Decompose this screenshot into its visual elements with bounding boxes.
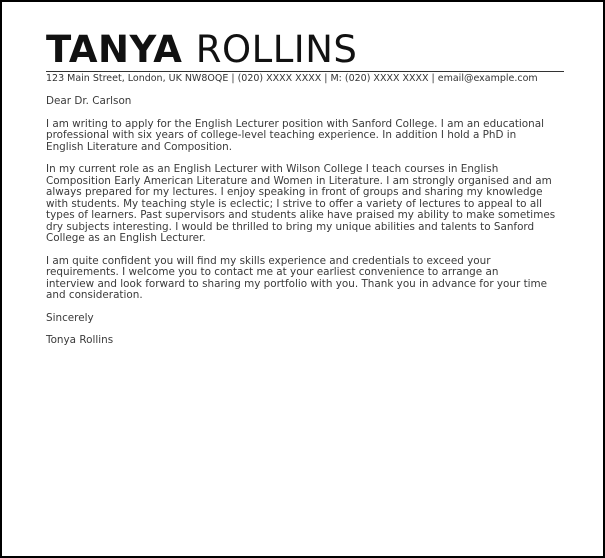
paragraph-line: with students. My teaching style is eclectic; I strive to offer a variety of lectures to appeal to all [46, 197, 542, 210]
paragraph-2 [46, 164, 576, 245]
paragraph-line: always prepared for my lectures. I enjoy speaking in front of groups and sharing my knowledge [46, 186, 543, 198]
first-name: TANYA [46, 28, 183, 71]
paragraph-line: and consideration. [46, 289, 143, 301]
paragraph-line: requirements. I welcome you to contact me at your earliest convenience to arrange an [46, 266, 499, 278]
salutation: Dear Dr. Carlson [46, 95, 132, 107]
paragraph-line: I am quite confident you will find my skills experience and credentials to exceed your [46, 254, 491, 267]
paragraph-line: Composition Early American Literature and Women in Literature. I am strongly organised and am [46, 174, 552, 187]
signature: Tonya Rollins [46, 334, 114, 346]
paragraph-line: interview and look forward to sharing my portfolio with you. Thank you in advance for your time [46, 277, 548, 290]
paragraph-line: In my current role as an English Lecturer with Wilson College I teach courses in English [46, 163, 499, 175]
closing: Sincerely [46, 311, 94, 324]
paragraph-1 [46, 119, 576, 154]
paragraph-3 [46, 256, 576, 302]
header-rule [46, 71, 564, 72]
paragraph-line: College as an English Lecturer. [46, 232, 206, 244]
paragraph-line: dry subjects interesting. I would be thrilled to bring my unique abilities and talents to Sanford [46, 220, 535, 233]
paragraph-line: I am writing to apply for the English Lecturer position with Sanford College. I am an educational [46, 117, 544, 130]
letter-body [46, 96, 576, 347]
paragraph-line: professional with six years of college-level teaching experience. In addition I hold a PhD in [46, 129, 517, 141]
paragraph-line: types of learners. Past supervisors and students alike have praised my ability to make sometimes [46, 209, 556, 221]
paragraph-line: English Literature and Composition. [46, 140, 233, 153]
last-name: ROLLINS [195, 28, 358, 71]
letterhead-name [46, 30, 357, 70]
contact-line: 123 Main Street, London, UK NW8OQE | (020) XXXX XXXX | M: (020) XXXX XXXX | email@example.com [46, 73, 538, 84]
